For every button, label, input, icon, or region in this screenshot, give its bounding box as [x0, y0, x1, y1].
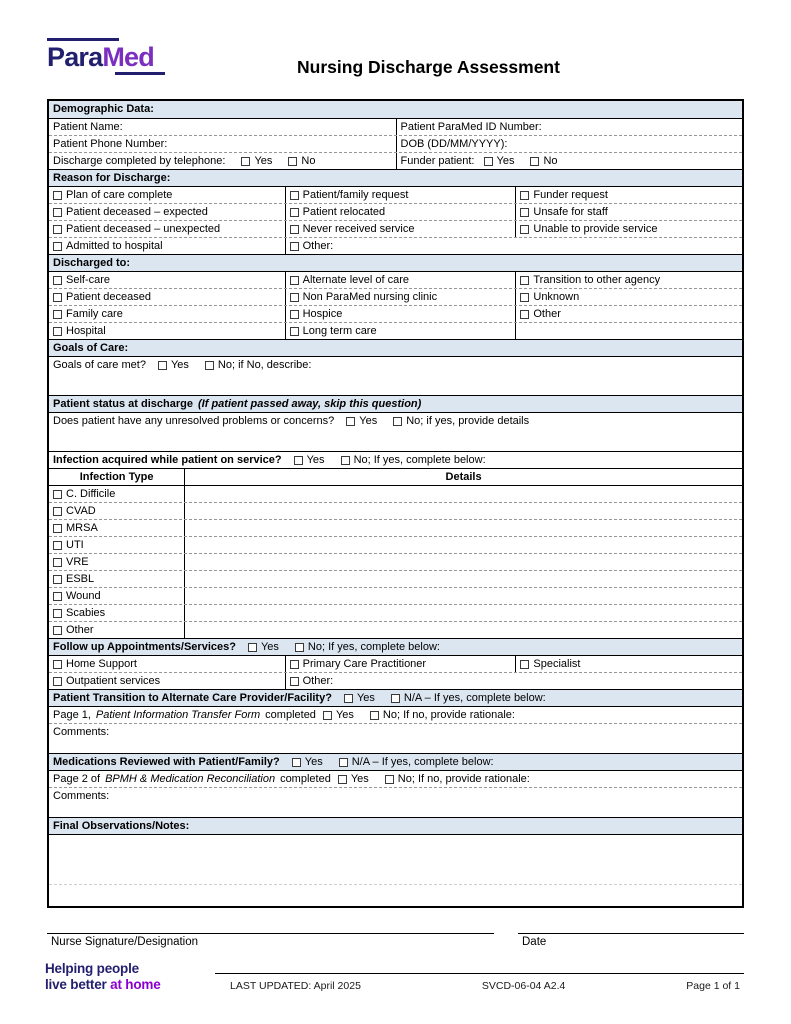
- option-label: Specialist: [533, 657, 581, 670]
- section-header-label: Discharged to:: [53, 256, 131, 269]
- option-label: Unknown: [533, 290, 580, 303]
- final-notes-input-area[interactable]: [49, 884, 742, 906]
- checkbox-option[interactable]: [49, 588, 184, 604]
- checkbox-icon: [53, 575, 62, 584]
- option-label: CVAD: [66, 504, 96, 517]
- infection-table-row: [49, 553, 742, 570]
- option-label: MRSA: [66, 521, 98, 534]
- details-input-cell[interactable]: [184, 503, 742, 519]
- option-label: Scabies: [66, 606, 106, 619]
- option-label: Family care: [66, 307, 123, 320]
- option-label: No; if yes, provide details: [406, 415, 530, 427]
- other-checkbox-option[interactable]: [285, 673, 742, 689]
- checkbox-icon: [290, 327, 299, 336]
- checkbox-icon: [323, 711, 332, 720]
- option-label: Yes: [496, 154, 515, 167]
- page-header: [0, 0, 791, 99]
- option-label: VRE: [66, 555, 89, 568]
- yes-na-options: [344, 692, 546, 705]
- na-checkbox-option[interactable]: [339, 756, 494, 769]
- details-input-cell[interactable]: [184, 571, 742, 587]
- option-label: UTI: [66, 538, 84, 551]
- date-line[interactable]: [518, 933, 744, 948]
- no-checkbox-option[interactable]: [530, 155, 557, 168]
- checkbox-icon: [341, 456, 350, 465]
- option-label: Patient deceased: [66, 290, 152, 303]
- checkbox-option[interactable]: [515, 204, 742, 220]
- checkbox-icon: [53, 524, 62, 533]
- infection-table-row: [49, 621, 742, 638]
- demographic-row-phone-dob: [49, 135, 742, 152]
- option-label: Yes: [350, 772, 369, 785]
- discharged-option-row: [49, 305, 742, 322]
- option-label: Wound: [66, 589, 101, 602]
- no-checkbox-option[interactable]: [205, 359, 312, 372]
- checkbox-option[interactable]: [49, 571, 184, 587]
- option-label: Hospital: [66, 324, 106, 337]
- final-notes-section-header: [49, 817, 742, 834]
- details-input-cell[interactable]: [184, 605, 742, 621]
- question-label: Funder patient:: [400, 154, 475, 167]
- yes-no-options: [484, 155, 558, 168]
- reason-section-header: [49, 169, 742, 186]
- yes-checkbox-option[interactable]: [248, 641, 279, 654]
- question-label: Goals of care met?: [53, 359, 146, 371]
- checkbox-icon: [520, 191, 529, 200]
- no-checkbox-option[interactable]: [288, 155, 315, 168]
- discharged-option-row: [49, 322, 742, 339]
- yes-checkbox-option[interactable]: [158, 359, 189, 372]
- section-header-label: Reason for Discharge:: [53, 171, 171, 184]
- completed-label: completed: [280, 772, 331, 785]
- field-label: Patient Name:: [53, 120, 123, 133]
- checkbox-icon: [393, 417, 402, 426]
- section-header-label: Demographic Data:: [53, 103, 154, 115]
- infection-table-row: [49, 485, 742, 502]
- option-label: Patient deceased – unexpected: [66, 222, 221, 235]
- checkbox-icon: [53, 541, 62, 550]
- checkbox-icon: [53, 626, 62, 635]
- checkbox-option[interactable]: [515, 289, 742, 305]
- checkbox-icon: [53, 507, 62, 516]
- checkbox-icon: [53, 310, 62, 319]
- other-checkbox-option[interactable]: [285, 238, 742, 254]
- option-label: No: [301, 154, 316, 167]
- checkbox-icon: [53, 327, 62, 336]
- infection-table-row: [49, 570, 742, 587]
- document-footer: [215, 973, 744, 992]
- checkbox-icon: [346, 417, 355, 426]
- option-label: Other:: [302, 674, 334, 687]
- tagline-line2-navy: live better: [45, 977, 107, 992]
- checkbox-icon: [290, 225, 299, 234]
- field-label: Patient Phone Number:: [53, 137, 168, 150]
- checkbox-icon: [520, 276, 529, 285]
- option-label: Unable to provide service: [533, 222, 658, 235]
- option-label: Yes: [170, 359, 189, 371]
- infection-table-row: [49, 587, 742, 604]
- details-input-cell[interactable]: [184, 554, 742, 570]
- infection-question-row: [49, 451, 742, 468]
- section-header-label: Medications Reviewed with Patient/Family?: [53, 755, 280, 768]
- checkbox-option[interactable]: [49, 238, 285, 254]
- checkbox-option[interactable]: [49, 323, 285, 339]
- checkbox-option[interactable]: [285, 221, 516, 237]
- option-label: Patient/family request: [302, 188, 409, 201]
- infection-table-header: [49, 468, 742, 485]
- referenced-form-name: Patient Information Transfer Form: [95, 708, 261, 721]
- followup-option-row: [49, 672, 742, 689]
- option-label: Yes: [260, 640, 279, 653]
- reason-option-row: [49, 220, 742, 237]
- option-label: Patient deceased – expected: [66, 205, 208, 218]
- option-label: Non ParaMed nursing clinic: [302, 290, 438, 303]
- signature-label: Nurse Signature/Designation: [51, 936, 199, 948]
- option-label: C. Difficile: [66, 487, 116, 500]
- checkbox-option[interactable]: [49, 306, 285, 322]
- checkbox-icon: [290, 191, 299, 200]
- option-label: Primary Care Practitioner: [302, 657, 427, 670]
- option-label: Admitted to hospital: [66, 239, 163, 252]
- yes-checkbox-option[interactable]: [346, 415, 377, 428]
- checkbox-icon: [385, 775, 394, 784]
- checkbox-option[interactable]: [285, 272, 516, 288]
- option-label: N/A – If yes, complete below:: [351, 755, 494, 768]
- yes-checkbox-option[interactable]: [484, 155, 515, 168]
- yes-no-options: [158, 359, 312, 372]
- checkbox-icon: [53, 191, 62, 200]
- status-question-row[interactable]: [49, 412, 742, 451]
- question-label: Discharge completed by telephone:: [53, 154, 226, 167]
- page-reference: Page 2 of: [53, 772, 101, 785]
- logo-top-rule: [47, 38, 119, 41]
- checkbox-icon: [530, 157, 539, 166]
- option-label: Long term care: [302, 324, 377, 337]
- section-header-label: Patient Transition to Alternate Care Provider/Facility?: [53, 691, 332, 704]
- yes-no-options: [294, 454, 486, 467]
- checkbox-icon: [292, 758, 301, 767]
- goals-question-row[interactable]: [49, 356, 742, 395]
- checkbox-icon: [248, 643, 257, 652]
- empty-cell: [515, 323, 742, 339]
- checkbox-icon: [290, 276, 299, 285]
- checkbox-option[interactable]: [49, 520, 184, 536]
- yes-no-options: [248, 641, 440, 654]
- checkbox-icon: [290, 242, 299, 251]
- option-label: No; If yes, complete below:: [353, 453, 486, 466]
- logo-text-para: Para: [47, 42, 103, 72]
- details-input-cell[interactable]: [184, 588, 742, 604]
- checkbox-icon: [53, 660, 62, 669]
- option-label: Transition to other agency: [533, 273, 661, 286]
- option-label: Yes: [359, 415, 378, 427]
- checkbox-option[interactable]: [285, 289, 516, 305]
- checkbox-icon: [338, 775, 347, 784]
- checkbox-icon: [484, 157, 493, 166]
- checkbox-option[interactable]: [49, 221, 285, 237]
- page-reference: Page 1,: [53, 708, 91, 721]
- medications-comments-row[interactable]: [49, 787, 742, 817]
- discharged-option-row: [49, 288, 742, 305]
- yes-checkbox-option[interactable]: [338, 773, 369, 786]
- funder-question: [396, 153, 743, 169]
- checkbox-option[interactable]: [49, 486, 184, 502]
- option-label: Other: [533, 307, 561, 320]
- checkbox-icon: [53, 592, 62, 601]
- section-header-label: Follow up Appointments/Services?: [53, 640, 236, 653]
- option-label: Other:: [302, 239, 334, 252]
- section-header-label: Goals of Care:: [53, 341, 129, 354]
- discharged-section-header: [49, 254, 742, 271]
- checkbox-icon: [241, 157, 250, 166]
- yes-no-options: [346, 415, 529, 428]
- checkbox-icon: [53, 609, 62, 618]
- checkbox-icon: [53, 293, 62, 302]
- checkbox-icon: [158, 361, 167, 370]
- na-checkbox-option[interactable]: [391, 692, 546, 705]
- no-checkbox-option[interactable]: [393, 415, 529, 428]
- discharge-assessment-form: [47, 99, 744, 908]
- document-code: SVCD-06-04 A2.4: [481, 980, 566, 992]
- reason-option-row: [49, 203, 742, 220]
- infection-type-column-header: Infection Type: [79, 470, 154, 483]
- checkbox-icon: [520, 660, 529, 669]
- checkbox-option[interactable]: [515, 221, 742, 237]
- details-column-header: Details: [184, 469, 742, 485]
- nurse-signature-line[interactable]: [47, 933, 494, 948]
- no-checkbox-option[interactable]: [295, 641, 440, 654]
- checkbox-icon: [205, 361, 214, 370]
- checkbox-icon: [370, 711, 379, 720]
- option-label: Hospice: [302, 307, 343, 320]
- followup-section-header: [49, 638, 742, 655]
- patient-name-field[interactable]: [49, 119, 396, 135]
- tagline: [45, 961, 161, 993]
- option-label: Funder request: [533, 188, 608, 201]
- tagline-line2-purple: at home: [110, 977, 161, 992]
- demographic-row-telephone-funder: [49, 152, 742, 169]
- yes-no-options: [323, 709, 515, 722]
- transition-comments-row[interactable]: [49, 723, 742, 753]
- option-label: No; If yes, complete below:: [307, 640, 440, 653]
- status-section-header: [49, 395, 742, 412]
- tagline-line1: Helping people: [45, 961, 139, 976]
- comments-label: Comments:: [53, 726, 110, 738]
- checkbox-option[interactable]: [49, 673, 285, 689]
- details-input-cell[interactable]: [184, 622, 742, 638]
- paramed-id-field[interactable]: [396, 119, 743, 135]
- option-label: Outpatient services: [66, 674, 161, 687]
- option-label: Home Support: [66, 657, 137, 670]
- option-label: Yes: [306, 453, 325, 466]
- checkbox-icon: [53, 242, 62, 251]
- option-label: No; if No, describe:: [217, 359, 312, 371]
- checkbox-icon: [53, 490, 62, 499]
- infection-table-row: [49, 536, 742, 553]
- demographic-row-name-id: [49, 118, 742, 135]
- checkbox-icon: [520, 293, 529, 302]
- final-notes-input-area[interactable]: [49, 834, 742, 884]
- question-label: Does patient have any unresolved problems or concerns?: [53, 415, 335, 427]
- checkbox-icon: [290, 660, 299, 669]
- phone-field[interactable]: [49, 136, 396, 152]
- checkbox-icon: [290, 677, 299, 686]
- checkbox-option[interactable]: [515, 187, 742, 203]
- followup-option-row: [49, 655, 742, 672]
- checkbox-icon: [53, 208, 62, 217]
- yes-checkbox-option[interactable]: [241, 155, 272, 168]
- yes-no-options: [338, 773, 530, 786]
- yes-checkbox-option[interactable]: [323, 709, 354, 722]
- checkbox-option[interactable]: [285, 323, 516, 339]
- checkbox-icon: [339, 758, 348, 767]
- checkbox-icon: [53, 225, 62, 234]
- checkbox-icon: [294, 456, 303, 465]
- dob-field[interactable]: [396, 136, 743, 152]
- field-label: Patient ParaMed ID Number:: [400, 120, 542, 133]
- checkbox-icon: [290, 310, 299, 319]
- date-label: Date: [522, 936, 547, 948]
- checkbox-icon: [53, 276, 62, 285]
- checkbox-option[interactable]: [285, 306, 516, 322]
- checkbox-option[interactable]: [49, 272, 285, 288]
- option-label: Self-care: [66, 273, 111, 286]
- infection-table-row: [49, 604, 742, 621]
- option-label: ESBL: [66, 572, 95, 585]
- option-label: No; If no, provide rationale:: [397, 772, 530, 785]
- yes-checkbox-option[interactable]: [292, 756, 323, 769]
- checkbox-icon: [520, 225, 529, 234]
- option-label: No; If no, provide rationale:: [382, 708, 515, 721]
- reason-option-row: [49, 237, 742, 254]
- option-label: Yes: [335, 708, 354, 721]
- checkbox-option[interactable]: [285, 204, 516, 220]
- option-label: Other: [66, 623, 94, 636]
- checkbox-icon: [520, 208, 529, 217]
- infection-table-row: [49, 502, 742, 519]
- checkbox-icon: [290, 208, 299, 217]
- checkbox-option[interactable]: [49, 554, 184, 570]
- reason-option-row: [49, 186, 742, 203]
- discharged-option-row: [49, 271, 742, 288]
- details-input-cell[interactable]: [184, 537, 742, 553]
- option-label: Yes: [254, 154, 273, 167]
- option-label: Alternate level of care: [302, 273, 409, 286]
- checkbox-option[interactable]: [49, 605, 184, 621]
- option-label: Yes: [304, 755, 323, 768]
- no-checkbox-option[interactable]: [385, 773, 530, 786]
- checkbox-icon: [53, 558, 62, 567]
- transition-form-completed-row: [49, 706, 742, 723]
- checkbox-option[interactable]: [49, 537, 184, 553]
- comments-label: Comments:: [53, 790, 110, 802]
- medications-form-completed-row: [49, 770, 742, 787]
- option-label: Unsafe for staff: [533, 205, 608, 218]
- option-label: Yes: [356, 691, 375, 704]
- checkbox-option[interactable]: [515, 656, 742, 672]
- checkbox-option[interactable]: [49, 289, 285, 305]
- checkbox-option[interactable]: [49, 204, 285, 220]
- section-header-label: Final Observations/Notes:: [53, 819, 190, 832]
- section-header-label: Patient status at discharge: [53, 397, 193, 410]
- option-label: N/A – If yes, complete below:: [403, 691, 546, 704]
- logo-text-med: Med: [102, 42, 154, 72]
- completed-label: completed: [265, 708, 316, 721]
- form-title: Nursing Discharge Assessment: [297, 57, 560, 77]
- checkbox-option[interactable]: [285, 187, 516, 203]
- transition-section-header: [49, 689, 742, 706]
- option-label: No: [543, 154, 558, 167]
- section-header-note: (If patient passed away, skip this question): [198, 397, 422, 410]
- option-label: Plan of care complete: [66, 188, 173, 201]
- no-checkbox-option[interactable]: [370, 709, 515, 722]
- details-input-cell[interactable]: [184, 486, 742, 502]
- option-label: Patient relocated: [302, 205, 386, 218]
- yes-checkbox-option[interactable]: [344, 692, 375, 705]
- checkbox-option[interactable]: [285, 656, 516, 672]
- yes-na-options: [292, 756, 494, 769]
- goals-section-header: [49, 339, 742, 356]
- referenced-form-name: BPMH & Medication Reconciliation: [105, 772, 276, 785]
- question-label: Infection acquired while patient on service?: [53, 453, 282, 466]
- last-updated-text: LAST UPDATED: April 2025: [230, 980, 361, 992]
- checkbox-option[interactable]: [515, 306, 742, 322]
- checkbox-icon: [520, 310, 529, 319]
- option-label: Never received service: [302, 222, 415, 235]
- demographic-section-header: [49, 101, 742, 118]
- yes-no-options: [241, 155, 315, 168]
- checkbox-option[interactable]: [515, 272, 742, 288]
- no-checkbox-option[interactable]: [341, 454, 486, 467]
- checkbox-option[interactable]: [49, 656, 285, 672]
- checkbox-icon: [288, 157, 297, 166]
- checkbox-icon: [391, 694, 400, 703]
- checkbox-option[interactable]: [49, 187, 285, 203]
- checkbox-icon: [53, 677, 62, 686]
- medications-section-header: [49, 753, 742, 770]
- infection-table-row: [49, 519, 742, 536]
- field-label: DOB (DD/MM/YYYY):: [400, 137, 508, 150]
- checkbox-option[interactable]: [49, 622, 184, 638]
- details-input-cell[interactable]: [184, 520, 742, 536]
- checkbox-icon: [295, 643, 304, 652]
- yes-checkbox-option[interactable]: [294, 454, 325, 467]
- checkbox-option[interactable]: [49, 503, 184, 519]
- checkbox-icon: [290, 293, 299, 302]
- signature-block: [47, 933, 744, 948]
- checkbox-icon: [344, 694, 353, 703]
- page-number: Page 1 of 1: [686, 980, 740, 992]
- telephone-question: [49, 153, 396, 169]
